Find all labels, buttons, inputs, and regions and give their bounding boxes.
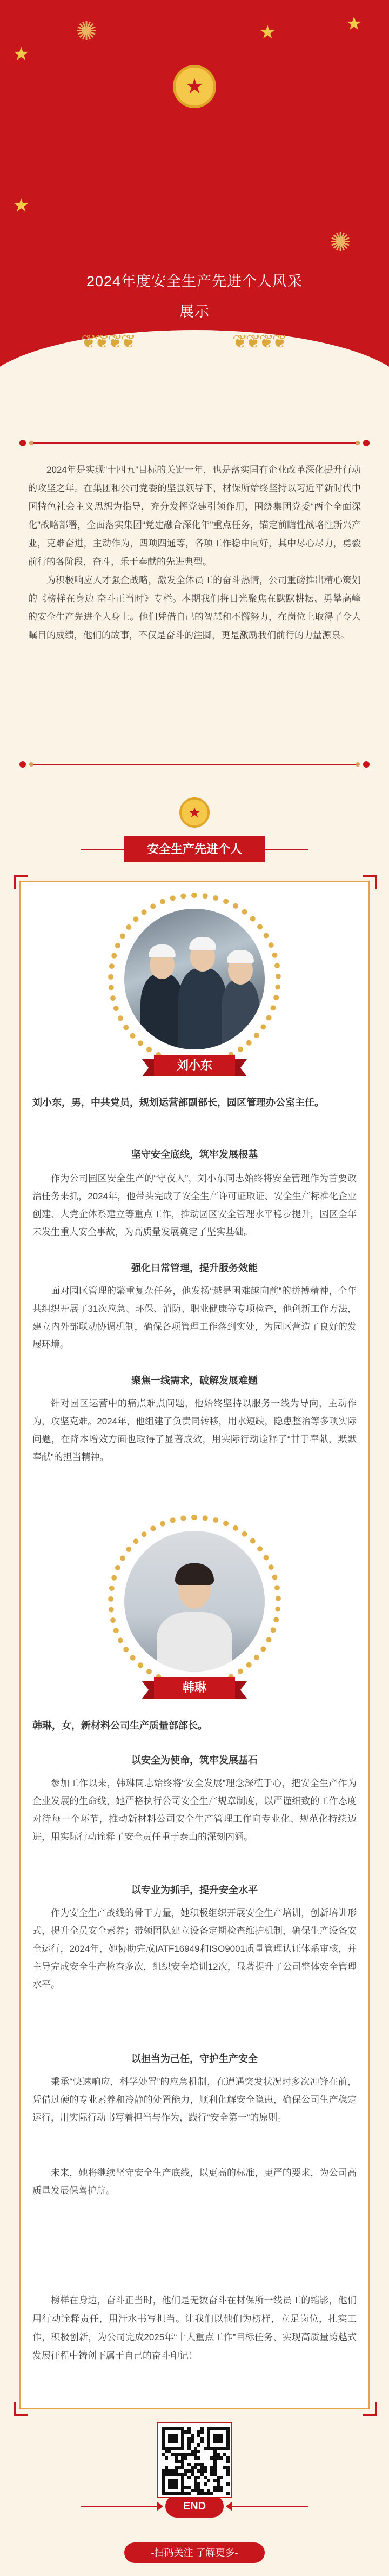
divider bbox=[19, 764, 370, 765]
qr-module bbox=[210, 2492, 213, 2495]
body-paragraph: 作为公司园区安全生产的“守夜人”，刘小东同志始终将安全管理作为首要政治任务来抓，2024年，他带头完成了安全生产许可证取证、安全生产标准化企业创建、大党企体系建立等重点工作，推动园区安全管理水平稳步提升，园区全年未发生重大安全事故，为高质量发展奠定了坚实基础。 bbox=[32, 1173, 357, 1237]
qr-module bbox=[204, 2469, 207, 2473]
firework-icon: ✺ bbox=[76, 17, 98, 46]
person-intro: 韩琳，女，新材料公司生产质量部部长。 bbox=[32, 1720, 207, 1731]
qr-module bbox=[226, 2447, 230, 2450]
firework-icon: ✺ bbox=[330, 228, 352, 257]
laurel-right-icon: ❦❦❦❦ bbox=[232, 332, 285, 352]
star-icon: ★ bbox=[259, 22, 276, 43]
qr-module bbox=[200, 2440, 204, 2443]
qr-module bbox=[200, 2430, 204, 2434]
star-icon: ★ bbox=[346, 14, 363, 34]
qr-module bbox=[204, 2482, 207, 2486]
subsection-heading: 以担当为己任，守护生产安全 bbox=[131, 2053, 258, 2064]
qr-module bbox=[175, 2440, 178, 2443]
body-paragraph: 面对园区管理的繁重复杂任务，他发扬“越是困难越向前”的拼搏精神，全年共组织开展了31次应急、环保、消防、职业健康等专项检查，他创新工作方法，建立内外部联动协调机制，确保各项管理工作落到实处，为园区营造了良好的发展环境。 bbox=[32, 1286, 357, 1350]
body-paragraph: 未来，她将继续坚守安全生产底线，以更高的标准，更严的要求，为公司高质量发展保驾护航。 bbox=[32, 2168, 357, 2196]
portrait-frame bbox=[108, 1515, 281, 1688]
qr-module bbox=[191, 2440, 194, 2443]
qr-module bbox=[226, 2473, 230, 2476]
page-title-line1: 榜样在身边 bbox=[97, 153, 292, 195]
intro-text bbox=[28, 461, 361, 645]
person-photo bbox=[124, 909, 265, 1049]
portrait-frame bbox=[108, 893, 281, 1066]
closing-paragraph: 榜样在身边，奋斗正当时，他们是无数奋斗在材保所一线员工的缩影，他们用行动诠释责任，用汗水书写担当。让我们以他们为榜样，立足岗位，扎实工作，积极创新，为公司完成2025年“十大重点工作”目标任务、实现高质量跨越式发展征程中铸创下属于自己的奋斗印记！ bbox=[32, 2295, 357, 2361]
qr-code[interactable] bbox=[157, 2422, 232, 2498]
qr-module bbox=[220, 2476, 223, 2479]
subsection-heading: 强化日常管理，提升服务效能 bbox=[131, 1263, 258, 1273]
body-paragraph: 作为安全生产战线的骨干力量，她积极组织开展安全生产培训，创新培训形式，提升全员安全素养；带领团队建立设备定期检查维护机制，确保生产设备安全运行，2024年，她协助完成IATF16949和ISO9001质量管理认证体系审核，并主导完成安全生产检查多次，组织安全培训12次，显著提升了公司整体安全管理水平。 bbox=[32, 1908, 357, 1990]
card-corner bbox=[14, 2402, 28, 2416]
body-paragraph: 参加工作以来，韩琳同志始终将“安全发展”理念深植于心，把安全生产作为企业发展的生命线，她严格执行公司安全生产规章制度，以严谨细致的工作态度对待每一个环节，推动新材料公司安全生产管理工作向专业化、规范化持续迈进，用实际行动诠释了安全责任重于泰山的深刻内涵。 bbox=[32, 1778, 357, 1842]
qr-module bbox=[220, 2440, 223, 2443]
qr-module bbox=[197, 2450, 200, 2453]
subsection-heading: 坚守安全底线，筑牢发展根基 bbox=[131, 1149, 258, 1160]
name-ribbon: 刘小东 bbox=[154, 1055, 235, 1076]
qr-module bbox=[197, 2456, 200, 2460]
closing-text bbox=[32, 2291, 357, 2365]
subsection-heading: 以安全为使命，筑牢发展基石 bbox=[131, 1755, 258, 1766]
qr-module bbox=[220, 2456, 223, 2460]
body-paragraph: 针对园区运营中的痛点难点问题，他始终坚持以服务一线为导向，主动作为，攻坚克难。2024年，他组建了负责同转移，用水短缺，隐患整治等多项实际问题，在降本增效方面也取得了显著成效，用实际行动诠释了“甘于奉献，默默奉献”的担当精神。 bbox=[32, 1398, 357, 1462]
medal-star-icon: ★ bbox=[173, 65, 216, 108]
section-title-line bbox=[265, 849, 308, 850]
star-icon: ★ bbox=[13, 195, 30, 216]
body-paragraph: 秉承“快速响应，科学处置”的应急机制，在遭遇突发状况时多次冲锋在前，凭借过硬的专业素养和冷静的处置能力，顺利化解安全隐患，确保公司生产稳定运行，用实际行动书写着担当与作为，践行“安全第一”的原则。 bbox=[32, 2077, 357, 2123]
intro-paragraph-1: 2024年是实现“十四五”目标的关键一年，也是落实国有企业改革深化提升行动的攻坚之年。在集团和公司党委的坚强领导下，材保所始终坚持以习近平新时代中国特色社会主义思想为指导，充分发挥党建引领作用，围绕集团党委“两个全面深化”战略部署，全面落实集团“党建融合深化年”重点任务，锚定前瞻性战略性新兴产业，克难奋进，主动作为，四项四通等，各项工作稳中向好，其中尽心尽力，勇毅前行的各阶段，奋斗，乐于奉献的先进典型。 bbox=[28, 465, 361, 567]
divider bbox=[19, 442, 370, 444]
card-corner bbox=[363, 875, 377, 889]
page-subtitle: 2024年度安全生产先进个人风采展示 bbox=[83, 266, 306, 296]
qr-module bbox=[197, 2443, 200, 2447]
qr-module bbox=[187, 2476, 191, 2479]
arrow-right-icon bbox=[157, 2501, 163, 2511]
qr-module bbox=[187, 2492, 191, 2495]
page-title-line2: 奋斗正当时 bbox=[97, 209, 292, 251]
end-line bbox=[232, 2506, 308, 2507]
card-corner bbox=[14, 875, 28, 889]
end-line bbox=[81, 2506, 157, 2507]
subsection-heading: 以专业为抓手，提升安全水平 bbox=[131, 1885, 258, 1895]
qr-caption: -扫码关注 了解更多- bbox=[124, 2542, 265, 2563]
section-title-line bbox=[81, 849, 124, 850]
qr-module bbox=[220, 2489, 223, 2492]
name-ribbon: 韩琳 bbox=[154, 1677, 235, 1699]
section-title: 安全生产先进个人 bbox=[124, 836, 265, 862]
qr-module bbox=[226, 2460, 230, 2463]
card-corner bbox=[363, 2402, 377, 2416]
qr-module bbox=[184, 2456, 187, 2460]
qr-module bbox=[181, 2447, 184, 2450]
qr-module bbox=[175, 2486, 178, 2489]
qr-module bbox=[226, 2492, 230, 2495]
qr-module bbox=[207, 2479, 210, 2482]
end-badge: END bbox=[165, 2495, 224, 2518]
arrow-left-icon bbox=[226, 2501, 232, 2511]
qr-module bbox=[197, 2476, 200, 2479]
star-icon: ★ bbox=[13, 44, 30, 64]
person-intro: 刘小东，男，中共党员，规划运营部副部长，园区管理办公室主任。 bbox=[32, 1097, 324, 1108]
section-medal-icon: ★ bbox=[179, 797, 210, 828]
subsection-heading: 聚焦一线需求，破解发展难题 bbox=[131, 1375, 258, 1386]
person-photo bbox=[124, 1531, 265, 1672]
intro-paragraph-2: 为积极响应人才强企战略，激发全体员工的奋斗热情，公司重磅推出精心策划的《榜样在身边 奋斗正当时》专栏。本期我们将目光聚焦在默默耕耘、勇攀高峰的安全生产先进个人身上。他们凭借自己的智慧和不懈努力，在岗位上取得了令人瞩目的成绩，他们的故事，不仅是奋斗的注脚，更是激励我们前行的力量源泉。 bbox=[28, 575, 361, 640]
qr-module bbox=[165, 2456, 168, 2460]
header-wave bbox=[0, 330, 389, 438]
qr-module bbox=[226, 2482, 230, 2486]
laurel-left-icon: ❦❦❦❦ bbox=[81, 332, 134, 352]
